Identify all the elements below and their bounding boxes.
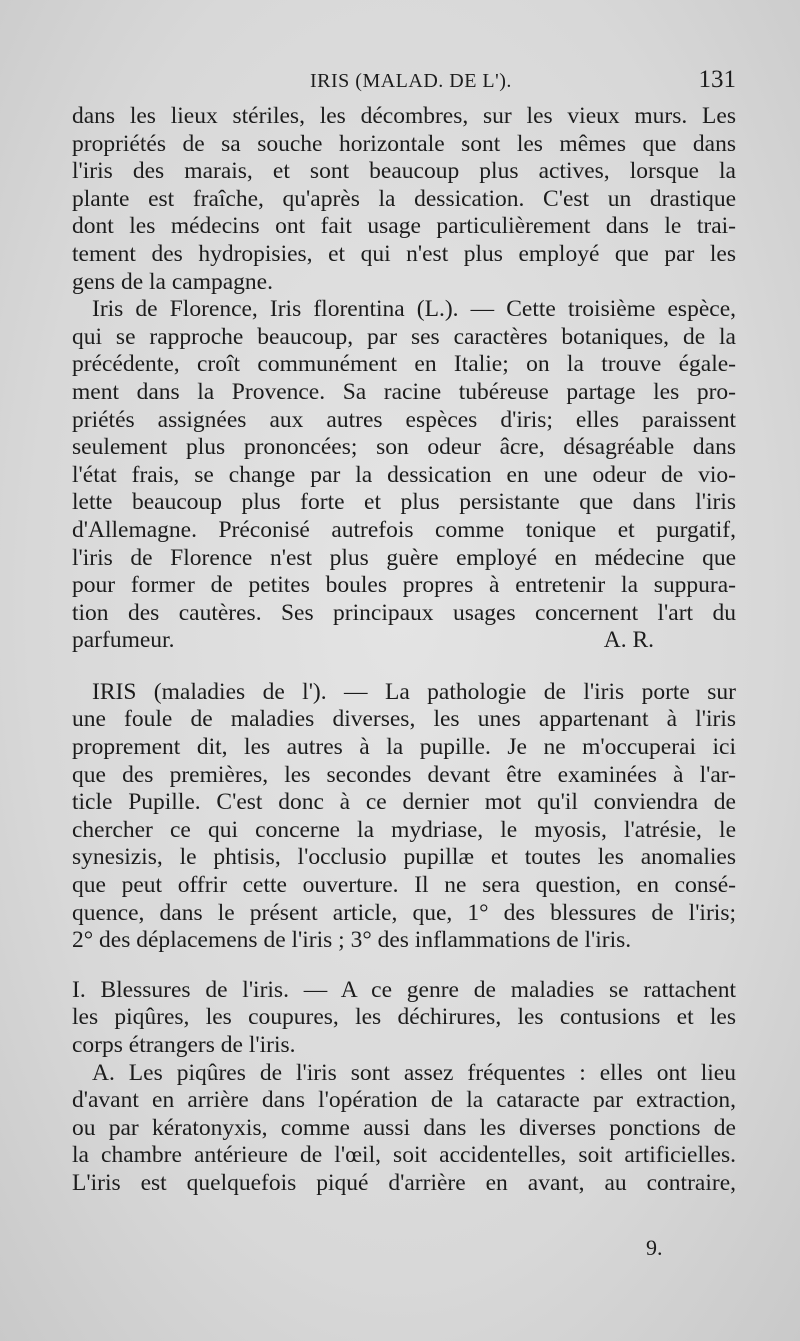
text-line: l'iris de Florence n'est plus guère employé en médecine que: [72, 544, 736, 571]
text-line: synesizis, le phtisis, l'occlusio pupillæ et toutes les anomalies: [72, 844, 736, 871]
page-header: [72, 66, 736, 106]
text-line: ment dans la Provence. Sa racine tubéreuse partage les pro-: [72, 378, 736, 405]
page-number: 131: [698, 66, 736, 93]
text-line: parfumeur.: [72, 627, 175, 654]
text-line: une foule de maladies diverses, les unes appartenant à l'iris: [72, 706, 736, 733]
text-line: propriétés de sa souche horizontale sont les mêmes que dans: [72, 130, 736, 157]
text-line: que des premières, les secondes devant être examinées à l'ar-: [72, 761, 736, 788]
text-line-signoff: [72, 627, 736, 655]
text-line: corps étrangers de l'iris.: [72, 1032, 296, 1058]
text-line: plante est fraîche, qu'après la dessication. C'est un drastique: [72, 185, 736, 212]
text-line: seulement plus prononcées; son odeur âcre, désagréable dans: [72, 434, 736, 461]
text-line: chercher ce qui concerne la mydriase, le myosis, l'atrésie, le: [72, 816, 736, 843]
author-initials: A. R.: [603, 627, 654, 654]
paragraph-gap: [72, 955, 736, 977]
text-line: qui se rapproche beaucoup, par ses caractères botaniques, de la: [72, 323, 736, 350]
text-line: dont les médecins ont fait usage particulièrement dans le trai-: [72, 213, 736, 240]
text-line: ou par kératonyxis, comme aussi dans les diverses ponctions de: [72, 1114, 736, 1141]
text-line: précédente, croît communément en Italie; on la trouve égale-: [72, 351, 736, 378]
text-line: d'Allemagne. Préconisé autrefois comme tonique et purgatif,: [72, 516, 736, 543]
text-line: que peut offrir cette ouverture. Il ne sera question, en consé-: [72, 872, 736, 899]
running-head: IRIS (MALAD. DE L').: [310, 70, 512, 92]
text-line: dans les lieux stériles, les décombres, sur les vieux murs. Les: [72, 103, 736, 129]
text-line: Iris de Florence, Iris florentina (L.). — Cette troisième espèce,: [92, 296, 736, 323]
text-line: lette beaucoup plus forte et plus persistante que dans l'iris: [72, 489, 736, 516]
text-line: les piqûres, les coupures, les déchirures, les contusions et les: [72, 1004, 736, 1031]
text-line: IRIS (maladies de l'). — La pathologie de l'iris porte sur: [92, 678, 736, 705]
text-line: l'iris des marais, et sont beaucoup plus actives, lorsque la: [72, 158, 736, 185]
text-line: A. Les piqûres de l'iris sont assez fréquentes : elles ont lieu: [92, 1059, 736, 1086]
text-line: 2° des déplacemens de l'iris ; 3° des inflammations de l'iris.: [72, 927, 632, 954]
body-text: [72, 103, 736, 1198]
text-line: quence, dans le présent article, que, 1° des blessures de l'iris;: [72, 899, 736, 926]
text-line: gens de la campagne.: [72, 268, 273, 295]
text-line: pour former de petites boules propres à entretenir la suppura-: [72, 572, 736, 599]
signature-mark: 9.: [646, 1235, 663, 1260]
text-line: I. Blessures de l'iris. — A ce genre de maladies se rattachent: [72, 976, 736, 1003]
text-line: d'avant en arrière dans l'opération de la cataracte par extraction,: [72, 1087, 736, 1114]
text-line: l'état frais, se change par la dessication en une odeur de vio-: [72, 461, 736, 488]
paragraph-gap: [72, 655, 736, 679]
text-line: L'iris est quelquefois piqué d'arrière en avant, au contraire,: [72, 1169, 736, 1196]
text-line: tion des cautères. Ses principaux usages concernent l'art du: [72, 599, 736, 626]
text-line: la chambre antérieure de l'œil, soit accidentelles, soit artificielles.: [72, 1142, 736, 1169]
text-line: tement des hydropisies, et qui n'est plus employé que par les: [72, 240, 736, 267]
text-line: proprement dit, les autres à la pupille. Je ne m'occuperai ici: [72, 734, 736, 761]
text-line: priétés assignées aux autres espèces d'iris; elles paraissent: [72, 406, 736, 433]
text-line: ticle Pupille. C'est donc à ce dernier mot qu'il conviendra de: [72, 789, 736, 816]
